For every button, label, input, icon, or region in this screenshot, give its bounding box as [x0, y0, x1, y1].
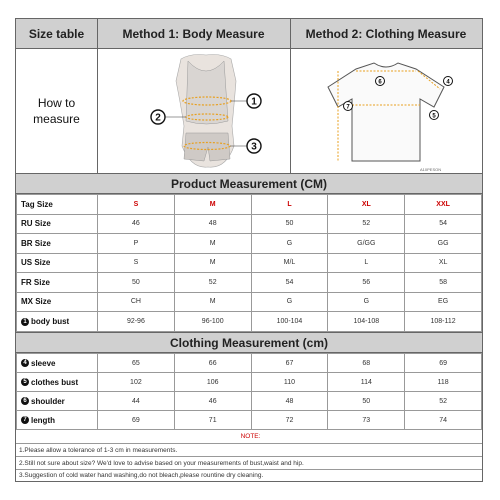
table-row — [17, 273, 482, 293]
number-badge: 7 — [21, 416, 29, 424]
table-cell: G — [251, 234, 328, 254]
header-size-table: Size table — [16, 19, 97, 49]
row-label — [17, 195, 98, 215]
table-cell: 65 — [98, 354, 175, 373]
clothing-measurement-title: Clothing Measurement (cm) — [16, 332, 482, 353]
note-title: NOTE: — [16, 429, 482, 443]
table-row — [17, 253, 482, 273]
product-table — [16, 194, 482, 332]
table-cell: 67 — [251, 354, 328, 373]
svg-text:4: 4 — [446, 79, 450, 86]
row-label-text: US Size — [21, 258, 51, 268]
row-label — [17, 253, 98, 273]
table-cell: 69 — [405, 354, 482, 373]
table-cell: 48 — [251, 392, 328, 411]
table-cell: P — [98, 234, 175, 254]
table-cell: 106 — [174, 373, 251, 392]
table-cell: 46 — [174, 392, 251, 411]
table-cell: 102 — [98, 373, 175, 392]
table-row — [17, 312, 482, 332]
table-cell: M — [174, 195, 251, 215]
table-cell: 73 — [328, 411, 405, 430]
note-line-3: 3.Suggestion of cold water hand washing,do not bleach,please rountine dry cleaning. — [16, 469, 482, 481]
table-cell: EG — [405, 292, 482, 312]
row-label — [17, 292, 98, 312]
product-measurement-title: Product Measurement (CM) — [16, 173, 482, 194]
table-cell: XL — [405, 253, 482, 273]
table-cell: XXL — [405, 195, 482, 215]
row-label — [17, 273, 98, 293]
table-cell: S — [98, 253, 175, 273]
row-label — [17, 392, 98, 411]
table-cell: 52 — [174, 273, 251, 293]
table-row — [17, 411, 482, 430]
row-label — [17, 312, 98, 332]
number-badge: 5 — [21, 378, 29, 386]
row-label — [17, 354, 98, 373]
table-cell: G — [328, 292, 405, 312]
table-cell: 54 — [405, 214, 482, 234]
table-cell: GG — [405, 234, 482, 254]
table-row — [17, 373, 482, 392]
svg-text:5: 5 — [432, 113, 436, 120]
number-badge: 1 — [21, 318, 29, 326]
table-cell: 56 — [328, 273, 405, 293]
table-row — [17, 234, 482, 254]
table-cell: 108-112 — [405, 312, 482, 332]
table-cell: 66 — [174, 354, 251, 373]
how-to-line-2: measure — [33, 112, 80, 126]
table-cell: 50 — [98, 273, 175, 293]
table-cell: G — [251, 292, 328, 312]
table-cell: M — [174, 234, 251, 254]
table-cell: 44 — [98, 392, 175, 411]
row-label-text: shoulder — [31, 396, 65, 406]
table-row — [17, 392, 482, 411]
clothing-table — [16, 353, 482, 430]
table-cell: L — [328, 253, 405, 273]
how-to-measure — [16, 49, 97, 173]
row-label-text: length — [31, 415, 55, 425]
svg-text:7: 7 — [346, 104, 350, 111]
table-cell: 50 — [328, 392, 405, 411]
table-row — [17, 354, 482, 373]
svg-text:1: 1 — [251, 96, 257, 108]
note-line-1: 1.Please allow a tolerance of 1-3 cm in measurements. — [16, 443, 482, 456]
shirt-caption: A10PESON — [420, 167, 442, 172]
table-cell: 50 — [251, 214, 328, 234]
table-cell: 114 — [328, 373, 405, 392]
table-row — [17, 214, 482, 234]
how-to-line-1: How to — [37, 96, 76, 110]
row-label-text: Tag Size — [21, 199, 53, 209]
size-chart — [15, 18, 483, 482]
row-label-text: RU Size — [21, 219, 51, 229]
table-cell: CH — [98, 292, 175, 312]
table-cell: M — [174, 292, 251, 312]
table-cell: 52 — [328, 214, 405, 234]
table-cell: 58 — [405, 273, 482, 293]
body-figure-illustration — [136, 51, 286, 173]
row-label — [17, 373, 98, 392]
row-label — [17, 411, 98, 430]
tshirt-illustration — [316, 57, 466, 173]
table-row — [17, 195, 482, 215]
table-cell: 92-96 — [98, 312, 175, 332]
table-row — [17, 292, 482, 312]
table-cell: 104-108 — [328, 312, 405, 332]
table-cell: 52 — [405, 392, 482, 411]
row-label-text: BR Size — [21, 238, 51, 248]
table-cell: 69 — [98, 411, 175, 430]
table-cell: M — [174, 253, 251, 273]
row-label-text: sleeve — [31, 358, 56, 368]
table-cell: M/L — [251, 253, 328, 273]
row-label — [17, 234, 98, 254]
table-cell: 74 — [405, 411, 482, 430]
row-label-text: FR Size — [21, 277, 50, 287]
table-cell: 96-100 — [174, 312, 251, 332]
row-label-text: MX Size — [21, 297, 52, 307]
table-cell: 48 — [174, 214, 251, 234]
table-cell: 100-104 — [251, 312, 328, 332]
table-cell: XL — [328, 195, 405, 215]
number-badge: 6 — [21, 397, 29, 405]
header-method-1: Method 1: Body Measure — [97, 19, 290, 49]
table-cell: 54 — [251, 273, 328, 293]
table-cell: L — [251, 195, 328, 215]
note-line-2: 2.Still not sure about size? We'd love to advise based on your measurements of bust,waist and hip. — [16, 456, 482, 469]
svg-text:6: 6 — [378, 79, 382, 86]
table-cell: G/GG — [328, 234, 405, 254]
svg-text:2: 2 — [155, 112, 161, 124]
header-method-2: Method 2: Clothing Measure — [290, 19, 482, 49]
number-badge: 4 — [21, 359, 29, 367]
table-cell: S — [98, 195, 175, 215]
row-label-text: clothes bust — [31, 377, 79, 387]
table-cell: 71 — [174, 411, 251, 430]
table-cell: 46 — [98, 214, 175, 234]
table-cell: 72 — [251, 411, 328, 430]
row-label — [17, 214, 98, 234]
table-cell: 110 — [251, 373, 328, 392]
row-label-text: body bust — [31, 316, 70, 326]
table-cell: 118 — [405, 373, 482, 392]
svg-text:3: 3 — [251, 141, 257, 153]
table-cell: 68 — [328, 354, 405, 373]
